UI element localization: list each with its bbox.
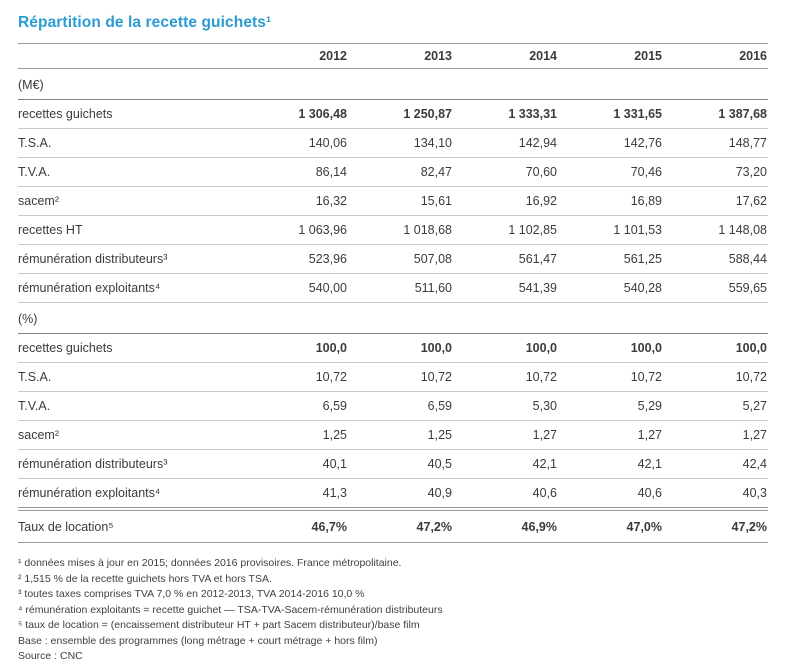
- table-row: [18, 392, 768, 421]
- value-cell: 6,59: [427, 399, 452, 413]
- value-cell: 10,72: [315, 370, 347, 384]
- value-cell: 10,72: [420, 370, 452, 384]
- value-cell: 10,72: [525, 370, 557, 384]
- value-cell: 42,1: [532, 457, 557, 471]
- empty-header-cell: [18, 44, 243, 69]
- footnote-line: ² 1,515 % de la recette guichets hors TVA et hors TSA.: [18, 572, 272, 585]
- value-cell: 561,25: [623, 252, 662, 266]
- value-cell: 1 306,48: [298, 107, 347, 121]
- value-cell: 5,30: [532, 399, 557, 413]
- value-cell: 1 333,31: [508, 107, 557, 121]
- value-cell: 15,61: [420, 194, 452, 208]
- value-cell: 1 250,87: [403, 107, 452, 121]
- total-value-cell: 46,9%: [521, 520, 557, 534]
- value-cell: 40,3: [742, 486, 767, 500]
- value-cell: 1,27: [532, 428, 557, 442]
- value-cell: 40,9: [427, 486, 452, 500]
- footnotes: [18, 556, 768, 663]
- row-label: sacem²: [18, 194, 59, 208]
- value-cell: 559,65: [728, 281, 767, 295]
- value-cell: 540,28: [623, 281, 662, 295]
- footnote-line: ¹ données mises à jour en 2015; données 2016 provisoires. France métropolitaine.: [18, 557, 402, 569]
- value-cell: 70,60: [525, 165, 557, 179]
- value-cell: 1,27: [742, 428, 767, 442]
- total-value-cell: 47,2%: [416, 520, 452, 534]
- value-cell: 134,10: [413, 136, 452, 150]
- value-cell: 541,39: [518, 281, 557, 295]
- section-row: [18, 303, 768, 334]
- value-cell: 100,0: [735, 341, 767, 355]
- value-cell: 40,6: [637, 486, 662, 500]
- value-cell: 1 063,96: [298, 223, 347, 237]
- table-row: [18, 187, 768, 216]
- year-header: 2014: [529, 49, 557, 63]
- value-cell: 1,25: [427, 428, 452, 442]
- table-row: [18, 158, 768, 187]
- receipts-table: [18, 43, 768, 543]
- value-cell: 10,72: [735, 370, 767, 384]
- footnote-line: ⁵ taux de location = (encaissement distributeur HT + part Sacem distributeur)/base film: [18, 619, 420, 631]
- table-row: [18, 421, 768, 450]
- value-cell: 41,3: [322, 486, 347, 500]
- table-row: [18, 274, 768, 303]
- year-header: 2015: [634, 49, 662, 63]
- total-value-cell: 46,7%: [311, 520, 347, 534]
- table-body: [18, 69, 768, 510]
- value-cell: 5,29: [637, 399, 662, 413]
- value-cell: 5,27: [742, 399, 767, 413]
- row-label: rémunération exploitants⁴: [18, 486, 161, 500]
- year-header: 2016: [739, 49, 767, 63]
- value-cell: 1 018,68: [403, 223, 452, 237]
- table-row: [18, 450, 768, 479]
- page-title: Répartition de la recette guichets¹: [18, 14, 272, 31]
- row-label: recettes HT: [18, 223, 83, 237]
- year-header: 2013: [424, 49, 452, 63]
- value-cell: 523,96: [308, 252, 347, 266]
- value-cell: 16,32: [315, 194, 347, 208]
- value-cell: 6,59: [322, 399, 347, 413]
- value-cell: 100,0: [315, 341, 347, 355]
- footnote-line: Base : ensemble des programmes (long métrage + court métrage + hors film): [18, 634, 378, 647]
- value-cell: 1 331,65: [613, 107, 662, 121]
- value-cell: 70,46: [630, 165, 662, 179]
- value-cell: 507,08: [413, 252, 452, 266]
- row-label: recettes guichets: [18, 341, 113, 355]
- total-value-cell: 47,0%: [626, 520, 662, 534]
- row-label: sacem²: [18, 428, 59, 442]
- value-cell: 148,77: [728, 136, 767, 150]
- value-cell: 1 102,85: [508, 223, 557, 237]
- table-row: [18, 216, 768, 245]
- value-cell: 40,5: [427, 457, 452, 471]
- value-cell: 1 387,68: [718, 107, 767, 121]
- table-row: [18, 245, 768, 274]
- footnote-line: ⁴ rémunération exploitants = recette guichet — TSA-TVA-Sacem-rémunération distributeurs: [18, 603, 443, 616]
- value-cell: 561,47: [518, 252, 557, 266]
- value-cell: 42,1: [637, 457, 662, 471]
- table-row: [18, 100, 768, 129]
- table-row: [18, 479, 768, 510]
- value-cell: 100,0: [630, 341, 662, 355]
- value-cell: 140,06: [308, 136, 347, 150]
- value-cell: 10,72: [630, 370, 662, 384]
- value-cell: 588,44: [728, 252, 767, 266]
- row-label: T.S.A.: [18, 136, 52, 150]
- value-cell: 540,00: [308, 281, 347, 295]
- row-label: Taux de location⁵: [18, 520, 114, 534]
- value-cell: 1 148,08: [718, 223, 767, 237]
- year-header: 2012: [319, 49, 347, 63]
- value-cell: 100,0: [525, 341, 557, 355]
- value-cell: 42,4: [742, 457, 767, 471]
- row-label: rémunération exploitants⁴: [18, 281, 161, 295]
- value-cell: 17,62: [735, 194, 767, 208]
- row-label: rémunération distributeurs³: [18, 252, 168, 266]
- value-cell: 16,92: [525, 194, 557, 208]
- section-row: [18, 69, 768, 100]
- value-cell: 73,20: [735, 165, 767, 179]
- value-cell: 1,25: [322, 428, 347, 442]
- section-unit-label: (M€): [18, 78, 44, 92]
- row-label: T.V.A.: [18, 165, 51, 179]
- row-label: recettes guichets: [18, 107, 113, 121]
- year-header-row: [18, 44, 768, 69]
- value-cell: 1 101,53: [613, 223, 662, 237]
- value-cell: 40,6: [532, 486, 557, 500]
- row-label: rémunération distributeurs³: [18, 457, 168, 471]
- value-cell: 142,94: [518, 136, 557, 150]
- value-cell: 82,47: [420, 165, 452, 179]
- table-row: [18, 363, 768, 392]
- table-row: [18, 129, 768, 158]
- value-cell: 16,89: [630, 194, 662, 208]
- value-cell: 511,60: [414, 281, 452, 295]
- section-unit-label: (%): [18, 312, 38, 326]
- row-label: T.V.A.: [18, 399, 51, 413]
- value-cell: 1,27: [637, 428, 662, 442]
- value-cell: 40,1: [322, 457, 347, 471]
- footnote-line: Source : CNC: [18, 650, 83, 662]
- total-row: [18, 509, 768, 543]
- value-cell: 86,14: [315, 165, 347, 179]
- value-cell: 100,0: [420, 341, 452, 355]
- footnote-line: ³ toutes taxes comprises TVA 7,0 % en 2012-2013, TVA 2014-2016 10,0 %: [18, 588, 365, 600]
- value-cell: 142,76: [623, 136, 662, 150]
- total-value-cell: 47,2%: [731, 520, 767, 534]
- table-row: [18, 334, 768, 363]
- row-label: T.S.A.: [18, 370, 52, 384]
